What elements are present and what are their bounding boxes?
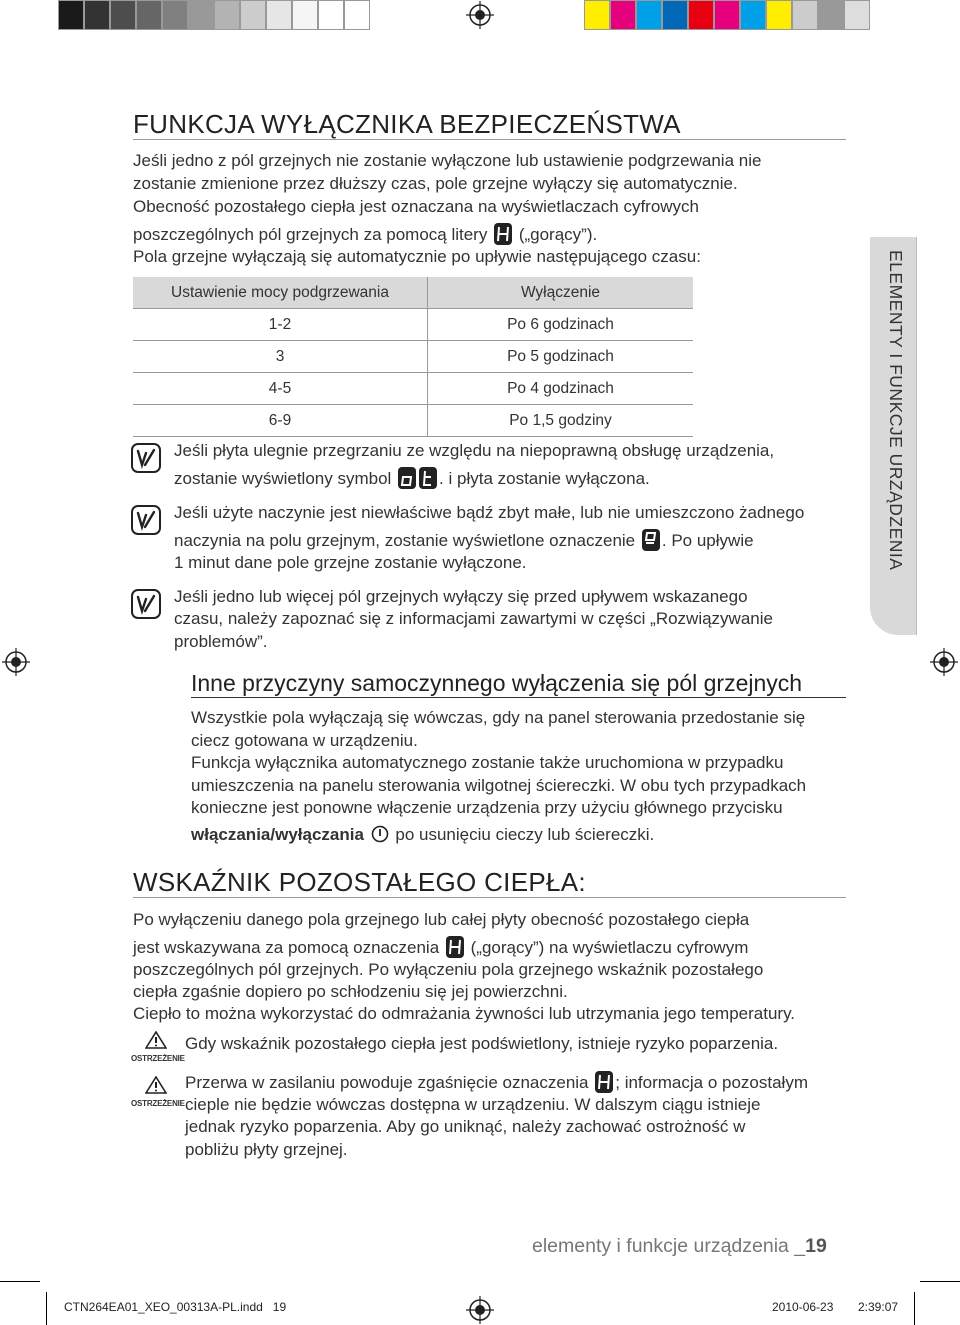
warning-text: Przerwa w zasilaniu powoduje zgaśnięcie oznaczenia xyxy=(185,1073,589,1092)
color-swatch xyxy=(188,0,214,30)
body-line xyxy=(191,824,654,847)
body-line: Obecność pozostałego ciepła jest oznaczana na wyświetlaczach cyfrowych xyxy=(133,197,700,216)
warning-block xyxy=(131,1076,185,1108)
crop-mark xyxy=(0,1281,40,1282)
table-cell: 4-5 xyxy=(133,373,428,405)
crop-mark xyxy=(46,1292,47,1325)
body-line: Jeśli jedno z pól grzejnych nie zostanie wyłączone lub ustawienie podgrzewania nie xyxy=(133,151,762,170)
table-header-row xyxy=(133,277,693,309)
body-line: Wszystkie pola wyłączają się wówczas, gdy na panel sterowania przedostanie się xyxy=(191,708,806,727)
note-pencil-icon xyxy=(131,443,161,473)
slug-date: 2010-06-23 xyxy=(772,1300,834,1314)
footer-section-name: elementy i funkcje urządzenia _ xyxy=(532,1235,806,1257)
color-swatch xyxy=(84,0,110,30)
display-letter-h-icon xyxy=(446,936,464,958)
color-swatch xyxy=(136,0,162,30)
body-text: poszczególnych pól grzejnych za pomocą litery xyxy=(133,225,488,244)
body-line: Po wyłączeniu danego pola grzejnego lub całej płyty obecność pozostałego ciepła xyxy=(133,910,750,929)
display-letter-h-icon xyxy=(494,223,512,245)
page-footer xyxy=(532,1235,827,1258)
crop-mark xyxy=(914,1292,915,1325)
note-text: zostanie wyświetlony symbol xyxy=(174,469,392,488)
color-swatch xyxy=(344,0,370,30)
color-swatch xyxy=(610,0,636,30)
table-cell: Po 1,5 godziny xyxy=(428,405,694,437)
warning-line xyxy=(185,1071,808,1095)
color-swatch xyxy=(110,0,136,30)
grayscale-bar xyxy=(58,0,370,30)
warning-line: Gdy wskaźnik pozostałego ciepła jest podświetlony, istnieje ryzyko poparzenia. xyxy=(185,1034,779,1053)
warning-line: pobliżu płyty grzejnej. xyxy=(185,1140,348,1159)
table-row xyxy=(133,309,693,341)
warning-label: OSTRZEŻENIE xyxy=(131,1054,185,1063)
table-cell: Po 6 godzinach xyxy=(428,309,694,341)
note-line: problemów”. xyxy=(174,632,268,651)
note-line: Jeśli użyte naczynie jest niewłaściwe bądź zbyt małe, lub nie umieszczono żadnego xyxy=(174,503,805,522)
body-line: zostanie zmienione przez dłuższy czas, pole grzejne wyłączy się automatycznie. xyxy=(133,174,738,193)
color-bar xyxy=(584,0,870,30)
subtitle-rule xyxy=(191,697,846,698)
section-title-safety-switch: FUNKCJA WYŁĄCZNIKA BEZPIECZEŃSTWA xyxy=(133,109,681,139)
body-line xyxy=(133,223,597,247)
auto-off-table xyxy=(133,277,693,437)
table-row xyxy=(133,405,693,437)
display-u-icon xyxy=(642,529,660,551)
table-row xyxy=(133,341,693,373)
display-letter-h-icon xyxy=(595,1071,613,1093)
warning-line: jednak ryzyko poparzenia. Aby go uniknąć, należy zachować ostrożność w xyxy=(185,1117,746,1136)
color-swatch xyxy=(662,0,688,30)
registration-mark-icon xyxy=(930,648,958,676)
color-swatch xyxy=(766,0,792,30)
body-line: ciecz gotowana w urządzeniu. xyxy=(191,731,418,750)
note-text: naczynia na polu grzejnym, zostanie wyświetlone oznaczenie xyxy=(174,531,636,550)
color-swatch xyxy=(214,0,240,30)
color-swatch xyxy=(792,0,818,30)
color-swatch xyxy=(818,0,844,30)
color-swatch xyxy=(844,0,870,30)
note-text: . i płyta zostanie wyłączona. xyxy=(439,469,650,488)
page-number: 19 xyxy=(805,1235,827,1257)
note-pencil-icon xyxy=(131,589,161,619)
table-cell: 6-9 xyxy=(133,405,428,437)
color-swatch xyxy=(584,0,610,30)
color-swatch xyxy=(162,0,188,30)
note-line xyxy=(174,467,650,491)
title-rule xyxy=(133,897,846,898)
subsection-title: Inne przyczyny samoczynnego wyłączenia się pól grzejnych xyxy=(191,670,803,696)
body-line: Funkcja wyłącznika automatycznego zostanie także uruchomiona w przypadku xyxy=(191,753,784,772)
registration-mark-icon xyxy=(2,648,30,676)
body-line: ciepła zgaśnie dopiero po schłodzeniu się jej powierzchni. xyxy=(133,982,568,1001)
color-swatch xyxy=(240,0,266,30)
registration-mark-icon xyxy=(466,1,494,29)
note-line: Jeśli jedno lub więcej pól grzejnych wyłączy się przed upływem wskazanego xyxy=(174,587,748,606)
slug-filename: CTN264EA01_XEO_00313A-PL.indd 19 xyxy=(64,1300,287,1314)
color-swatch xyxy=(714,0,740,30)
color-swatch xyxy=(58,0,84,30)
table-cell: 3 xyxy=(133,341,428,373)
table-row xyxy=(133,373,693,405)
crop-mark xyxy=(920,1281,960,1282)
body-text: po usunięciu cieczy lub ściereczki. xyxy=(395,825,655,844)
color-swatch xyxy=(688,0,714,30)
note-line xyxy=(174,529,754,553)
warning-triangle-icon xyxy=(145,1031,167,1049)
note-text: . Po upływie xyxy=(661,531,754,550)
table-cell: Po 4 godzinach xyxy=(428,373,694,405)
color-swatch xyxy=(318,0,344,30)
table-header: Wyłączenie xyxy=(428,277,694,309)
table-header: Ustawienie mocy podgrzewania xyxy=(133,277,428,309)
color-swatch xyxy=(636,0,662,30)
body-line: poszczególnych pól grzejnych. Po wyłączeniu pola grzejnego wskaźnik pozostałego xyxy=(133,960,764,979)
section-title-residual-heat: WSKAŹNIK POZOSTAŁEGO CIEPŁA: xyxy=(133,867,586,897)
warning-triangle-icon xyxy=(145,1076,167,1094)
power-button-icon xyxy=(371,825,389,843)
color-swatch xyxy=(292,0,318,30)
warning-text: ; informacja o pozostałym xyxy=(615,1073,808,1092)
power-button-label: włączania/wyłączania xyxy=(191,825,364,844)
body-line: umieszczenia na panelu sterowania wilgotnej ściereczki. W obu tych przypadkach xyxy=(191,776,807,795)
warning-block xyxy=(131,1031,185,1063)
registration-mark-icon xyxy=(466,1296,494,1324)
display-ot-icon xyxy=(398,467,416,489)
note-line: czasu, należy zapoznać się z informacjami zawartymi w części „Rozwiązywanie xyxy=(174,609,773,628)
body-line: Pola grzejne wyłączają się automatycznie po upływie następującego czasu: xyxy=(133,247,701,266)
body-line: konieczne jest ponowne włączenie urządzenia przy użyciu głównego przycisku xyxy=(191,798,783,817)
body-text: („gorący”). xyxy=(518,225,598,244)
side-tab-label: ELEMENTY I FUNKCJE URZĄDZENIA xyxy=(886,250,906,571)
note-line: 1 minut dane pole grzejne zostanie wyłączone. xyxy=(174,553,527,572)
slug-time: 2:39:07 xyxy=(858,1300,899,1314)
note-pencil-icon xyxy=(131,505,161,535)
title-rule xyxy=(133,139,846,140)
body-text: jest wskazywana za pomocą oznaczenia xyxy=(133,938,440,957)
warning-label: OSTRZEŻENIE xyxy=(131,1099,185,1108)
body-line: Ciepło to można wykorzystać do odmrażania żywności lub utrzymania jego temperatury. xyxy=(133,1004,796,1023)
body-line xyxy=(133,936,748,960)
note-line: Jeśli płyta ulegnie przegrzaniu ze względu na niepoprawną obsługę urządzenia, xyxy=(174,441,775,460)
display-ot-icon xyxy=(419,467,437,489)
color-swatch xyxy=(266,0,292,30)
body-text: („gorący”) na wyświetlaczu cyfrowym xyxy=(470,938,749,957)
table-cell: Po 5 godzinach xyxy=(428,341,694,373)
warning-line: cieple nie będzie wówczas dostępna w urządzeniu. W dalszym ciągu istnieje xyxy=(185,1095,761,1114)
table-cell: 1-2 xyxy=(133,309,428,341)
color-swatch xyxy=(740,0,766,30)
